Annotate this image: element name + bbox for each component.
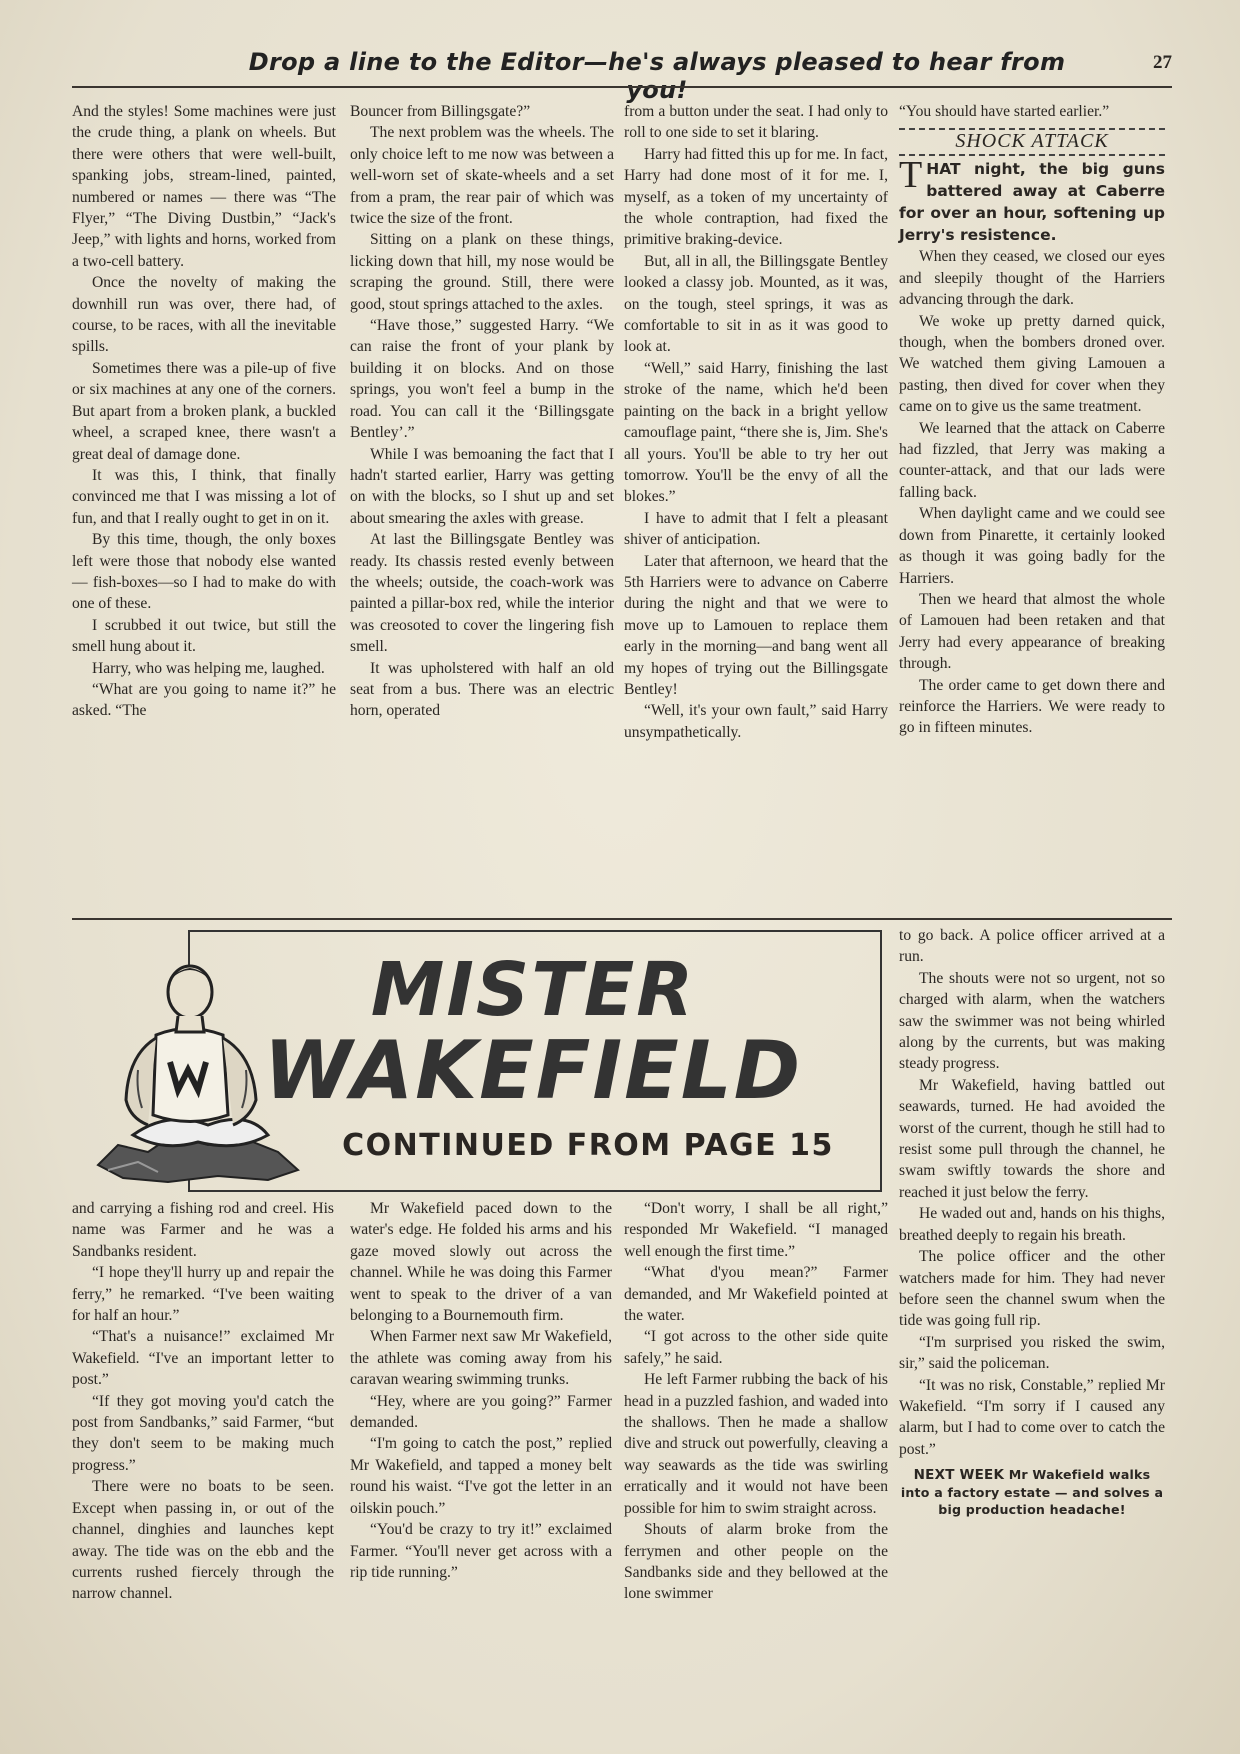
paragraph: Harry, who was helping me, laughed. xyxy=(92,659,325,677)
col4-pre xyxy=(899,101,1165,122)
paragraph: When daylight came and we could see down from Pinarette, it certainly looked as though it was going badly for the Harriers. xyxy=(899,505,1165,587)
paragraph: from a button under the seat. I had only to roll to one side to set it blaring. xyxy=(624,103,888,142)
paragraph: “I'm going to catch the post,” replied Mr Wakefield, and tapped a money belt round his waist. “I've got the letter in an oilskin pouch.” xyxy=(350,1435,612,1517)
paragraph: When they ceased, we closed our eyes and sleepily thought of the Harriers advancing through the dark. xyxy=(899,248,1165,309)
paragraph: It was this, I think, that finally convinced me that I was missing a lot of fun, and that I really ought to get in on it. xyxy=(72,466,336,527)
section-heading: SHOCK ATTACK xyxy=(899,128,1165,156)
story-banner xyxy=(78,930,884,1190)
paragraph: We learned that the attack on Caberre had fizzled, that Jerry was making a counter-attack, and that our lads were falling back. xyxy=(899,419,1165,501)
paragraph: and carrying a fishing rod and creel. His name was Farmer and he was a Sandbanks resident. xyxy=(72,1200,334,1260)
paragraph: “Well,” said Harry, finishing the last stroke of the name, which he'd been painting on the back in a bright yellow camouflage paint, “there she is, Jim. She's all yours. You'll be able to try her out tomorrow. You'll be the envy of all the blokes.” xyxy=(624,359,888,506)
paragraph: I have to admit that I felt a pleasant shiver of anticipation. xyxy=(624,509,888,549)
paragraph: Once the novelty of making the downhill run was over, there had, of course, to be races, with all the inevitable spills. xyxy=(72,274,336,356)
paragraph: “Have those,” suggested Harry. “We can raise the front of your plank by building it on blocks. And on those springs, you won't feel a bump in the road. You can call it the ‘Billingsgate Bentley’.” xyxy=(350,317,614,442)
paragraph: Shouts of alarm broke from the ferrymen and other people on the Sandbanks side and they bellowed at the lone swimmer xyxy=(624,1521,888,1603)
top-col-4 xyxy=(899,101,1165,739)
paragraph: The order came to get down there and reinforce the Harriers. We were ready to go in fifteen minutes. xyxy=(899,676,1165,737)
lead-text: HAT night, the big guns battered away at Caberre for over an hour, softening up Jerry's resistence. xyxy=(899,160,1165,245)
section-lead xyxy=(899,154,1165,246)
next-week-teaser xyxy=(899,1466,1165,1518)
bottom-col-4-text xyxy=(899,925,1165,1460)
bottom-col-4 xyxy=(899,925,1165,1518)
paragraph: And the styles! Some machines were just the crude thing, a plank on wheels. But there were others that were well-built, spanking jobs, stream-lined, painted, numbered or names — there was “The Flyer,” “The Diving Dustbin,” “Jack's Jeep,” with lights and horns, worked from a two-cell battery. xyxy=(72,103,336,270)
paragraph: At last the Billingsgate Bentley was ready. Its chassis rested evenly between the wheels; outside, the coach-work was painted a pillar-box red, while the interior was creosoted to cover the lingering fish smell. xyxy=(350,531,614,656)
paragraph: But, all in all, the Billingsgate Bentley looked a classy job. Mounted, as it was, on the tough, steel springs, it was as comfortable to sit in as it was good to look at. xyxy=(624,252,888,356)
banner-title-line2: WAKEFIELD xyxy=(263,1024,803,1117)
next-week-lead: NEXT WEEK xyxy=(913,1467,1005,1484)
paragraph: We woke up pretty darned quick, though, when the bombers droned over. We watched them giving Lamouen a pasting, then dived for cover when they came on to give us the same treatment. xyxy=(899,312,1165,416)
next-week-text: Mr Wakefield walks into a factory estate — and solves a big production headache! xyxy=(900,1467,1164,1518)
paragraph: The police officer and the other watchers made for him. They had never before seen the channel swum when the tide was going full rip. xyxy=(899,1248,1165,1330)
paragraph: Mr Wakefield, having battled out seawards, turned. He had avoided the worst of the current, though he still had to resist some pull through the channel, he swam swiftly towards the shore and reached it just below the ferry. xyxy=(899,1076,1165,1201)
paragraph: “What are you going to name it?” he asked. “The xyxy=(72,680,336,720)
paragraph: “You'd be crazy to try it!” exclaimed Farmer. “You'll never get across with a rip tide running.” xyxy=(350,1521,612,1581)
paragraph: The next problem was the wheels. The only choice left to me now was between a well-worn set of skate-wheels and a set from a pram, the rear pair of which was twice the size of the front. xyxy=(350,124,614,228)
paragraph: He waded out and, hands on his thighs, breathed deeply to regain his breath. xyxy=(899,1205,1165,1244)
paragraph: While I was bemoaning the fact that I hadn't started earlier, Harry was getting on with the blocks, so I shut up and set about smearing the axles with grease. xyxy=(350,445,614,527)
page-number: 27 xyxy=(1153,52,1172,73)
paragraph: Then we heard that almost the whole of Lamouen had been retaken and that Jerry had every appearance of breaking through. xyxy=(899,590,1165,673)
paragraph: “You should have started earlier.” xyxy=(899,103,1110,120)
header-rule xyxy=(72,86,1172,88)
paragraph: Later that afternoon, we heard that the 5th Harriers were to advance on Caberre during the night and that we were to move up to Lamouen to replace them early in the morning—and bang went all my hopes of trying out the Billingsgate Bentley! xyxy=(624,552,888,698)
paragraph: It was upholstered with half an old seat from a bus. There was an electric horn, operated xyxy=(350,659,614,720)
top-col-3 xyxy=(624,101,888,743)
banner-subtitle: CONTINUED FROM PAGE 15 xyxy=(342,1128,834,1163)
paragraph: to go back. A police officer arrived at a run. xyxy=(899,927,1165,966)
paragraph: Sitting on a plank on these things, licking down that hill, my nose would be scraping the ground. Still, there were good, stout springs attached to the axles. xyxy=(350,231,614,313)
paragraph: Sometimes there was a pile-up of five or six machines at any one of the corners. But apart from a broken plank, a buckled wheel, a scraped knee, there wasn't a great deal of damage done. xyxy=(72,359,336,463)
paragraph: “Don't worry, I shall be all right,” responded Mr Wakefield. “I managed well enough the first time.” xyxy=(624,1200,888,1260)
paragraph: “I hope they'll hurry up and repair the ferry,” he remarked. “I've been waiting for half an hour.” xyxy=(72,1264,334,1325)
paragraph: “If they got moving you'd catch the post from Sandbanks,” said Farmer, “but they don't seem to be making much progress.” xyxy=(72,1392,334,1474)
top-col-1 xyxy=(72,101,336,722)
paragraph: “I got across to the other side quite safely,” he said. xyxy=(624,1328,888,1367)
paragraph: I scrubbed it out twice, but still the smell hung about it. xyxy=(72,616,336,656)
paragraph: Mr Wakefield paced down to the water's edge. He folded his arms and his gaze moved slowly out across the channel. While he was doing this Farmer went to speak to the driver of a van belonging to a Bournemouth firm. xyxy=(350,1200,612,1325)
paragraph: “Well, it's your own fault,” said Harry unsympathetically. xyxy=(624,702,888,741)
bottom-col-3 xyxy=(624,1198,888,1605)
drop-cap: T xyxy=(899,154,923,197)
paragraph: “What d'you mean?” Farmer demanded, and Mr Wakefield pointed at the water. xyxy=(624,1264,888,1325)
paragraph: “Hey, where are you going?” Farmer demanded. xyxy=(350,1392,612,1432)
paragraph: The shouts were not so urgent, not so charged with alarm, when the watchers saw the swimmer was not being whirled along by the currents, but was making steady progress. xyxy=(899,969,1165,1073)
col4-post xyxy=(899,246,1165,738)
paragraph: “It was no risk, Constable,” replied Mr Wakefield. “I'm sorry if I caused any alarm, but I had to come over to catch the post.” xyxy=(899,1376,1165,1458)
top-col-2 xyxy=(350,101,614,722)
paragraph: He left Farmer rubbing the back of his head in a puzzled fashion, and waded into the shallows. Then he made a shallow dive and struck out powerfully, cleaving a way seawards as the tide was swirling erratically and it would not have been possible for him to swim straight across. xyxy=(624,1371,888,1517)
paragraph: Bouncer from Billingsgate?” xyxy=(350,103,531,120)
bottom-col-2 xyxy=(350,1198,612,1583)
page-header xyxy=(72,48,1172,104)
banner-title-line1: MISTER xyxy=(370,947,696,1033)
paragraph: “That's a nuisance!” exclaimed Mr Wakefield. “I've an important letter to post.” xyxy=(72,1328,334,1389)
paragraph: By this time, though, the only boxes left were those that nobody else wanted — fish-boxes—so I had to make do with one of these. xyxy=(72,531,336,613)
header-title: Drop a line to the Editor—he's always pleased to hear from you! xyxy=(248,48,1066,104)
bottom-col-1 xyxy=(72,1198,334,1605)
paragraph: Harry had fitted this up for me. In fact, Harry had done most of it for me. I, myself, as a token of my uncertainty of the whole contraption, had fixed the primitive braking-device. xyxy=(624,145,888,249)
paragraph: When Farmer next saw Mr Wakefield, the athlete was coming away from his caravan wearing swimming trunks. xyxy=(350,1328,612,1389)
paragraph: “I'm surprised you risked the swim, sir,” said the policeman. xyxy=(899,1333,1165,1373)
paragraph: There were no boats to be seen. Except when passing in, or out of the channel, dinghies and launches kept away. The tide was on the ebb and the currents rushed fiercely through the narrow channel. xyxy=(72,1478,334,1603)
mid-rule xyxy=(72,918,1172,920)
